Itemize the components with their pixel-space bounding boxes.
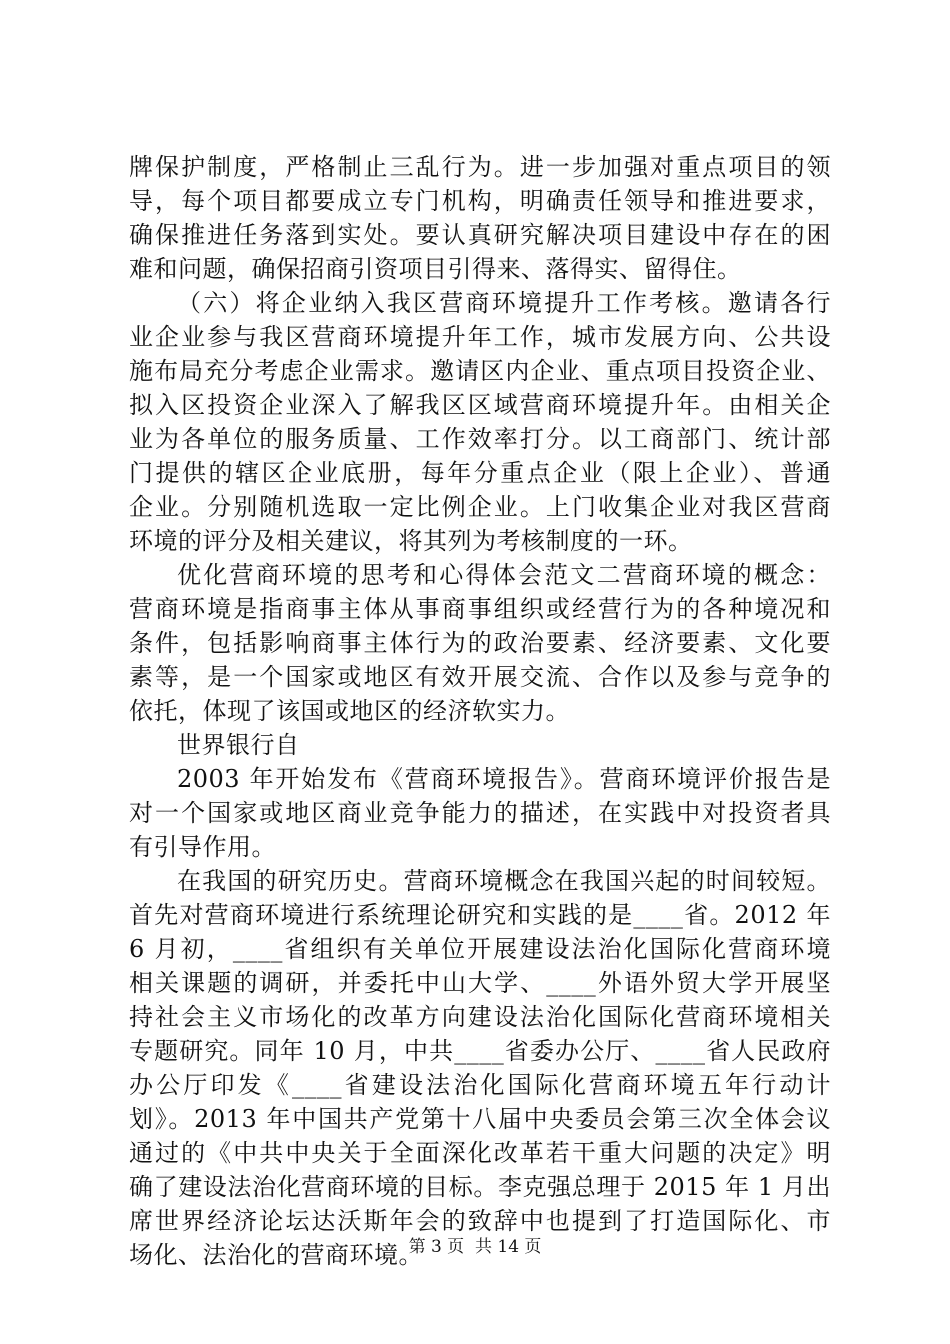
text-line: 依托，体现了该国或地区的经济软实力。 [129,697,570,725]
paragraph-start-line: 2003 年开始发布《营商环境报告》。营商环境评价报告是 [177,765,831,793]
page-number-footer: 第 3 页 共 14 页 [408,1237,542,1257]
text-line: 环境的评分及相关建议，将其列为考核制度的一环。 [129,527,693,555]
text-line: 导，每个项目都要成立专门机构，明确责任领导和推进要求， [129,187,831,215]
text-line: 相关课题的调研，并委托中山大学、____外语外贸大学开展坚 [129,969,831,997]
text-line: 划》。2013 年中国共产党第十八届中央委员会第三次全体会议 [129,1105,831,1133]
text-line: 6 月初，____省组织有关单位开展建设法治化国际化营商环境 [129,935,831,963]
text-line: 场化、法治化的营商环境。 [129,1241,423,1269]
text-line: 确了建设法治化营商环境的目标。李克强总理于 2015 年 1 月出 [129,1173,831,1201]
paragraph-start-line: 优化营商环境的思考和心得体会范文二营商环境的概念： [177,561,831,589]
text-line: 有引导作用。 [129,833,276,861]
text-line: 对一个国家或地区商业竞争能力的描述，在实践中对投资者具 [129,799,831,827]
paragraph-start-line: （六）将企业纳入我区营商环境提升工作考核。邀请各行 [177,289,831,317]
text-line: 业为各单位的服务质量、工作效率打分。以工商部门、统计部 [129,425,831,453]
text-line: 通过的《中共中央关于全面深化改革若干重大问题的决定》明 [129,1139,831,1167]
text-line: 专题研究。同年 10 月，中共____省委办公厅、____省人民政府 [129,1037,831,1065]
text-line: 企业。分别随机选取一定比例企业。上门收集企业对我区营商 [129,493,831,521]
text-line: 确保推进任务落到实处。要认真研究解决项目建设中存在的困 [129,221,831,249]
text-line: 首先对营商环境进行系统理论研究和实践的是____省。2012 年 [129,901,831,929]
text-line: 席世界经济论坛达沃斯年会的致辞中也提到了打造国际化、市 [129,1207,831,1235]
text-line: 素等，是一个国家或地区有效开展交流、合作以及参与竞争的 [129,663,831,691]
document-body [129,150,831,1272]
text-line: 办公厅印发《____省建设法治化国际化营商环境五年行动计 [129,1071,831,1099]
text-line: 营商环境是指商事主体从事商事组织或经营行为的各种境况和 [129,595,831,623]
text-line: 持社会主义市场化的改革方向建设法治化国际化营商环境相关 [129,1003,831,1031]
text-line: 拟入区投资企业深入了解我区区域营商环境提升年。由相关企 [129,391,831,419]
text-line: 条件，包括影响商事主体行为的政治要素、经济要素、文化要 [129,629,831,657]
text-line: 难和问题，确保招商引资项目引得来、落得实、留得住。 [129,255,742,283]
text-line: 牌保护制度，严格制止三乱行为。进一步加强对重点项目的领 [129,153,831,181]
text-line: 施布局充分考虑企业需求。邀请区内企业、重点项目投资企业、 [129,357,831,385]
text-line: 业企业参与我区营商环境提升年工作，城市发展方向、公共设 [129,323,831,351]
text-line: 门提供的辖区企业底册，每年分重点企业（限上企业）、普通 [129,459,831,487]
paragraph-start-line: 在我国的研究历史。营商环境概念在我国兴起的时间较短。 [177,867,831,895]
paragraph-start-line: 世界银行自 [177,731,300,759]
